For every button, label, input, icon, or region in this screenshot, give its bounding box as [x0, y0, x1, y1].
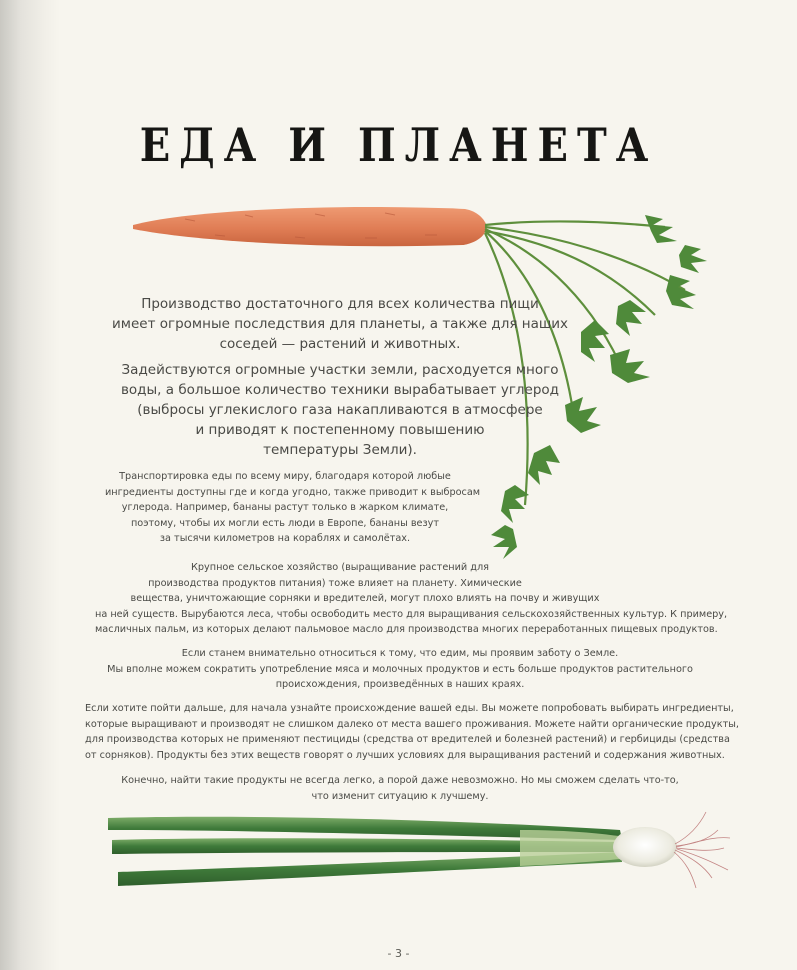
- body-line: для производства которых не применяют пестициды (средства от вредителей и болезней растений) и гербициды (средства: [85, 734, 730, 745]
- lead-line: воды, а большое количество техники вырабатывает углерод: [120, 382, 560, 398]
- body-paragraph-agriculture: [95, 560, 728, 638]
- body-line: которые выращивают и производят не слишком далеко от места вашего проживания. Можете найти органические продукты,: [85, 718, 739, 730]
- body-paragraph-transport: [105, 469, 481, 547]
- lead-paragraph-2: [80, 360, 600, 460]
- body-line: масличных пальм, из которых делают пальмовое масло для производства многих переработанных пищевых продуктов.: [95, 624, 718, 635]
- body-line: Мы вполне можем сократить употребление мяса и молочных продуктов и есть больше продуктов растительного: [107, 663, 693, 675]
- lead-line: Производство достаточного для всех количества пищи: [141, 296, 539, 312]
- body-line: за тысячи километров на кораблях и самолётах.: [159, 533, 411, 544]
- body-line: Конечно, найти такие продукты не всегда легко, а порой даже невозможно. Но мы сможем сделать что-то,: [121, 775, 679, 786]
- lead-line: соседей — растений и животных.: [219, 336, 461, 352]
- lead-line: имеет огромные последствия для планеты, а также для наших: [112, 316, 568, 332]
- body-line: от сорняков). Продукты без этих веществ говорят о лучших условиях для выращивания растений и содержания животных.: [85, 749, 725, 761]
- body-paragraph-care: [95, 646, 705, 693]
- body-line: углерода. Например, бананы растут только в жарком климате,: [121, 502, 449, 513]
- body-line: Транспортировка еды по всему миру, благодаря которой любые: [119, 471, 451, 482]
- lead-line: Задействуются огромные участки земли, расходуется много: [121, 362, 559, 378]
- body-line: Если хотите пойти дальше, для начала узнайте происхождение вашей еды. Вы можете попробовать выбирать ингредиенты,: [85, 703, 734, 714]
- body-line: на ней существ. Вырубаются леса, чтобы освободить место для выращивания сельскохозяйственных культур. К примеру,: [95, 608, 728, 620]
- body-line: Если станем внимательно относиться к тому, что едим, мы проявим заботу о Земле.: [181, 648, 619, 659]
- body-line: происхождения, произведённых в наших краях.: [275, 679, 525, 690]
- green-onion-illustration: [100, 800, 740, 895]
- body-line: вещества, уничтожающие сорняки и вредителей, могут плохо влиять на почву и живущих: [130, 593, 600, 604]
- page-number: - 3 -: [387, 947, 410, 960]
- lead-paragraph-1: [80, 294, 600, 354]
- lead-line: температуры Земли).: [263, 442, 417, 458]
- page-title: ЕДА И ПЛАНЕТА: [139, 118, 658, 173]
- body-paragraph-origin: [85, 701, 739, 763]
- lead-line: (выбросы углекислого газа накапливаются в атмосфере: [137, 402, 543, 418]
- body-line: Крупное сельское хозяйство (выращивание растений для: [190, 562, 490, 573]
- body-line: что изменит ситуацию к лучшему.: [311, 790, 489, 802]
- body-line: поэтому, чтобы их могли есть люди в Европе, бананы везут: [130, 517, 440, 529]
- lead-line: и приводят к постепенному повышению: [195, 422, 485, 438]
- body-line: производства продуктов питания) тоже влияет на планету. Химические: [148, 577, 522, 589]
- body-line: ингредиенты доступны где и когда угодно, также приводит к выбросам: [105, 486, 481, 498]
